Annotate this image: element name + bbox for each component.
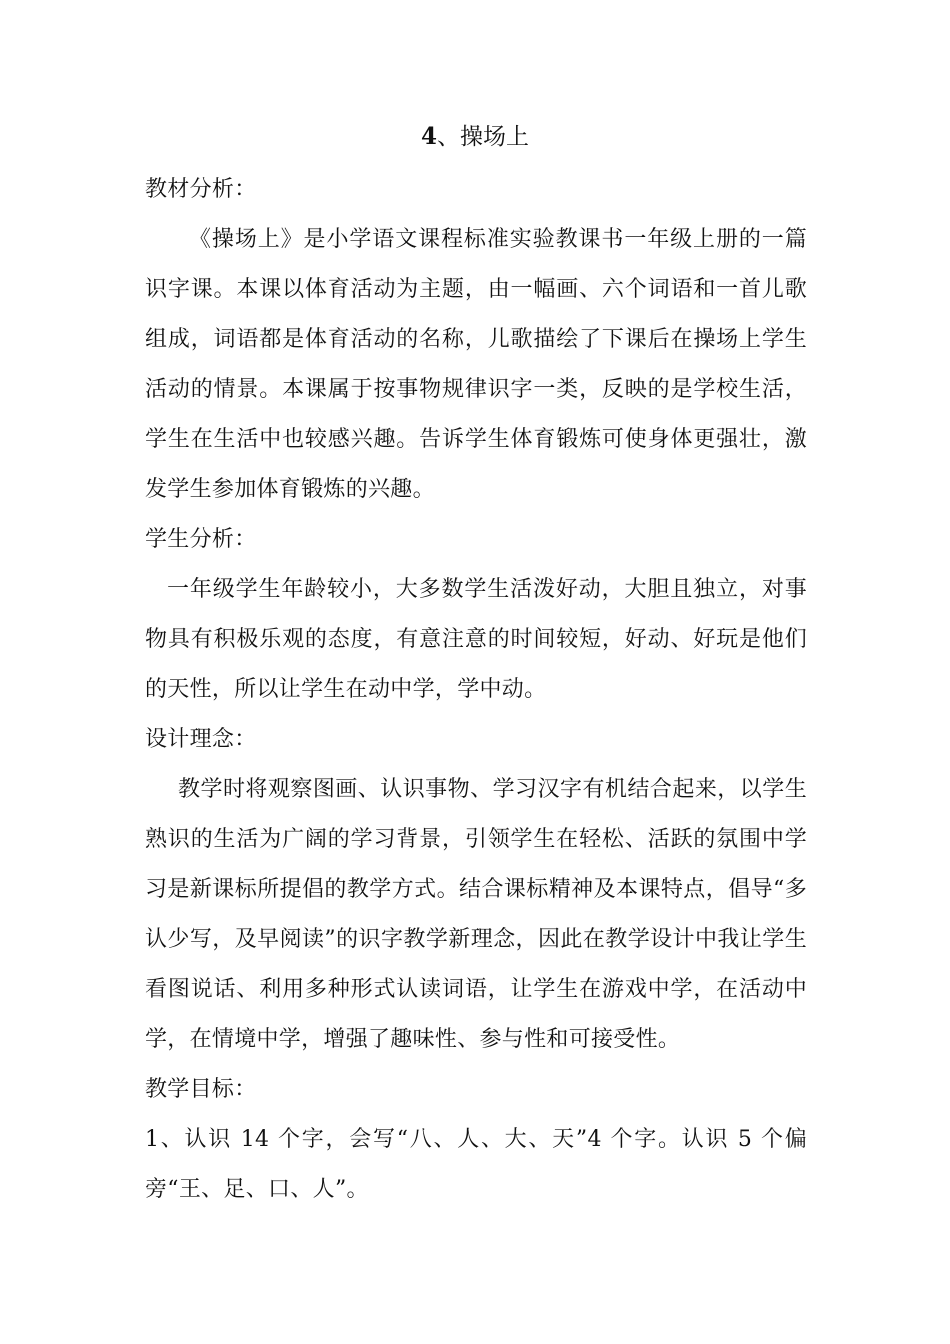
title-number: 4 xyxy=(420,123,437,150)
section-heading-teaching-goals: 教学目标： xyxy=(145,1077,257,1102)
section-body-teaching-goals: 1、认识 14 个字，会写“八、人、大、天”4 个字。认识 5 个偏旁“王、足、口、人”。 xyxy=(145,1127,807,1202)
section-body-textbook-analysis: 《操场上》是小学语文课程标准实验教课书一年级上册的一篇识字课。本课以体育活动为主题，由一幅画、六个词语和一首儿歌组成，词语都是体育活动的名称，儿歌描绘了下课后在操场上学生活动的情景。本课属于按事物规律识字一类，反映的是学校生活，学生在生活中也较感兴趣。告诉学生体育锻炼可使身体更强壮，激发学生参加体育锻炼的兴趣。 xyxy=(145,227,807,502)
section-heading-student-analysis: 学生分析： xyxy=(145,527,257,552)
document-title xyxy=(0,118,950,156)
section-heading-textbook-analysis: 教材分析： xyxy=(145,177,257,202)
document-body xyxy=(145,165,807,1215)
section-body-student-analysis: 一年级学生年龄较小，大多数学生活泼好动，大胆且独立，对事物具有积极乐观的态度，有意注意的时间较短，好动、好玩是他们的天性，所以让学生在动中学，学中动。 xyxy=(145,577,807,702)
title-text: 、操场上 xyxy=(437,124,529,150)
section-body-design-concept: 教学时将观察图画、认识事物、学习汉字有机结合起来，以学生熟识的生活为广阔的学习背景，引领学生在轻松、活跃的氛围中学习是新课标所提倡的教学方式。结合课标精神及本课特点，倡导“多认少写，及早阅读”的识字教学新理念，因此在教学设计中我让学生看图说话、利用多种形式认读词语，让学生在游戏中学，在活动中学，在情境中学，增强了趣味性、参与性和可接受性。 xyxy=(145,777,807,1052)
section-heading-design-concept: 设计理念： xyxy=(145,727,257,752)
